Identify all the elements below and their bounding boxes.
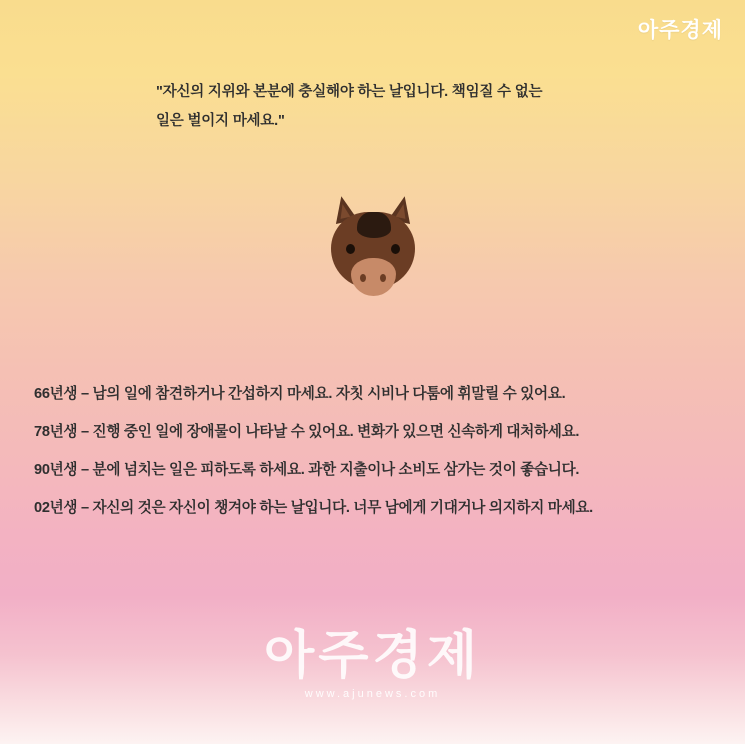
horse-mane-icon (357, 212, 391, 238)
fortune-item-1978: 78년생 – 진행 중인 일에 장애물이 나타날 수 있어요. 변화가 있으면 신속하게 대처하세요. (34, 424, 580, 440)
horse-nostril-right-icon (380, 274, 386, 282)
fortune-list (34, 382, 724, 534)
horse-icon (327, 196, 419, 300)
horse-eye-right-icon (391, 244, 400, 254)
quote-line-1: "자신의 지위와 본분에 충실해야 하는 날입니다. 책임질 수 없는 (156, 84, 543, 100)
quote-block (156, 78, 626, 136)
brand-logo-top: 아주경제 (637, 19, 723, 42)
fortune-item-2002: 02년생 – 자신의 것은 자신이 챙겨야 하는 날입니다. 너무 남에게 기대거나 의지하지 마세요. (34, 500, 593, 516)
horse-nostril-left-icon (360, 274, 366, 282)
horse-muzzle-icon (351, 258, 396, 296)
watermark-logo: 아주경제 (264, 627, 481, 686)
watermark (0, 629, 745, 700)
zodiac-illustration (0, 196, 745, 305)
fortune-item-1990: 90년생 – 분에 넘치는 일은 피하도록 하세요. 과한 지출이나 소비도 삼가는 것이 좋습니다. (34, 462, 580, 478)
watermark-url: www.ajunews.com (304, 688, 441, 700)
fortune-item-1966: 66년생 – 남의 일에 참견하거나 간섭하지 마세요. 자칫 시비나 다툼에 휘말릴 수 있어요. (34, 386, 566, 402)
quote-line-2: 일은 벌이지 마세요." (156, 113, 285, 129)
horse-eye-left-icon (346, 244, 355, 254)
